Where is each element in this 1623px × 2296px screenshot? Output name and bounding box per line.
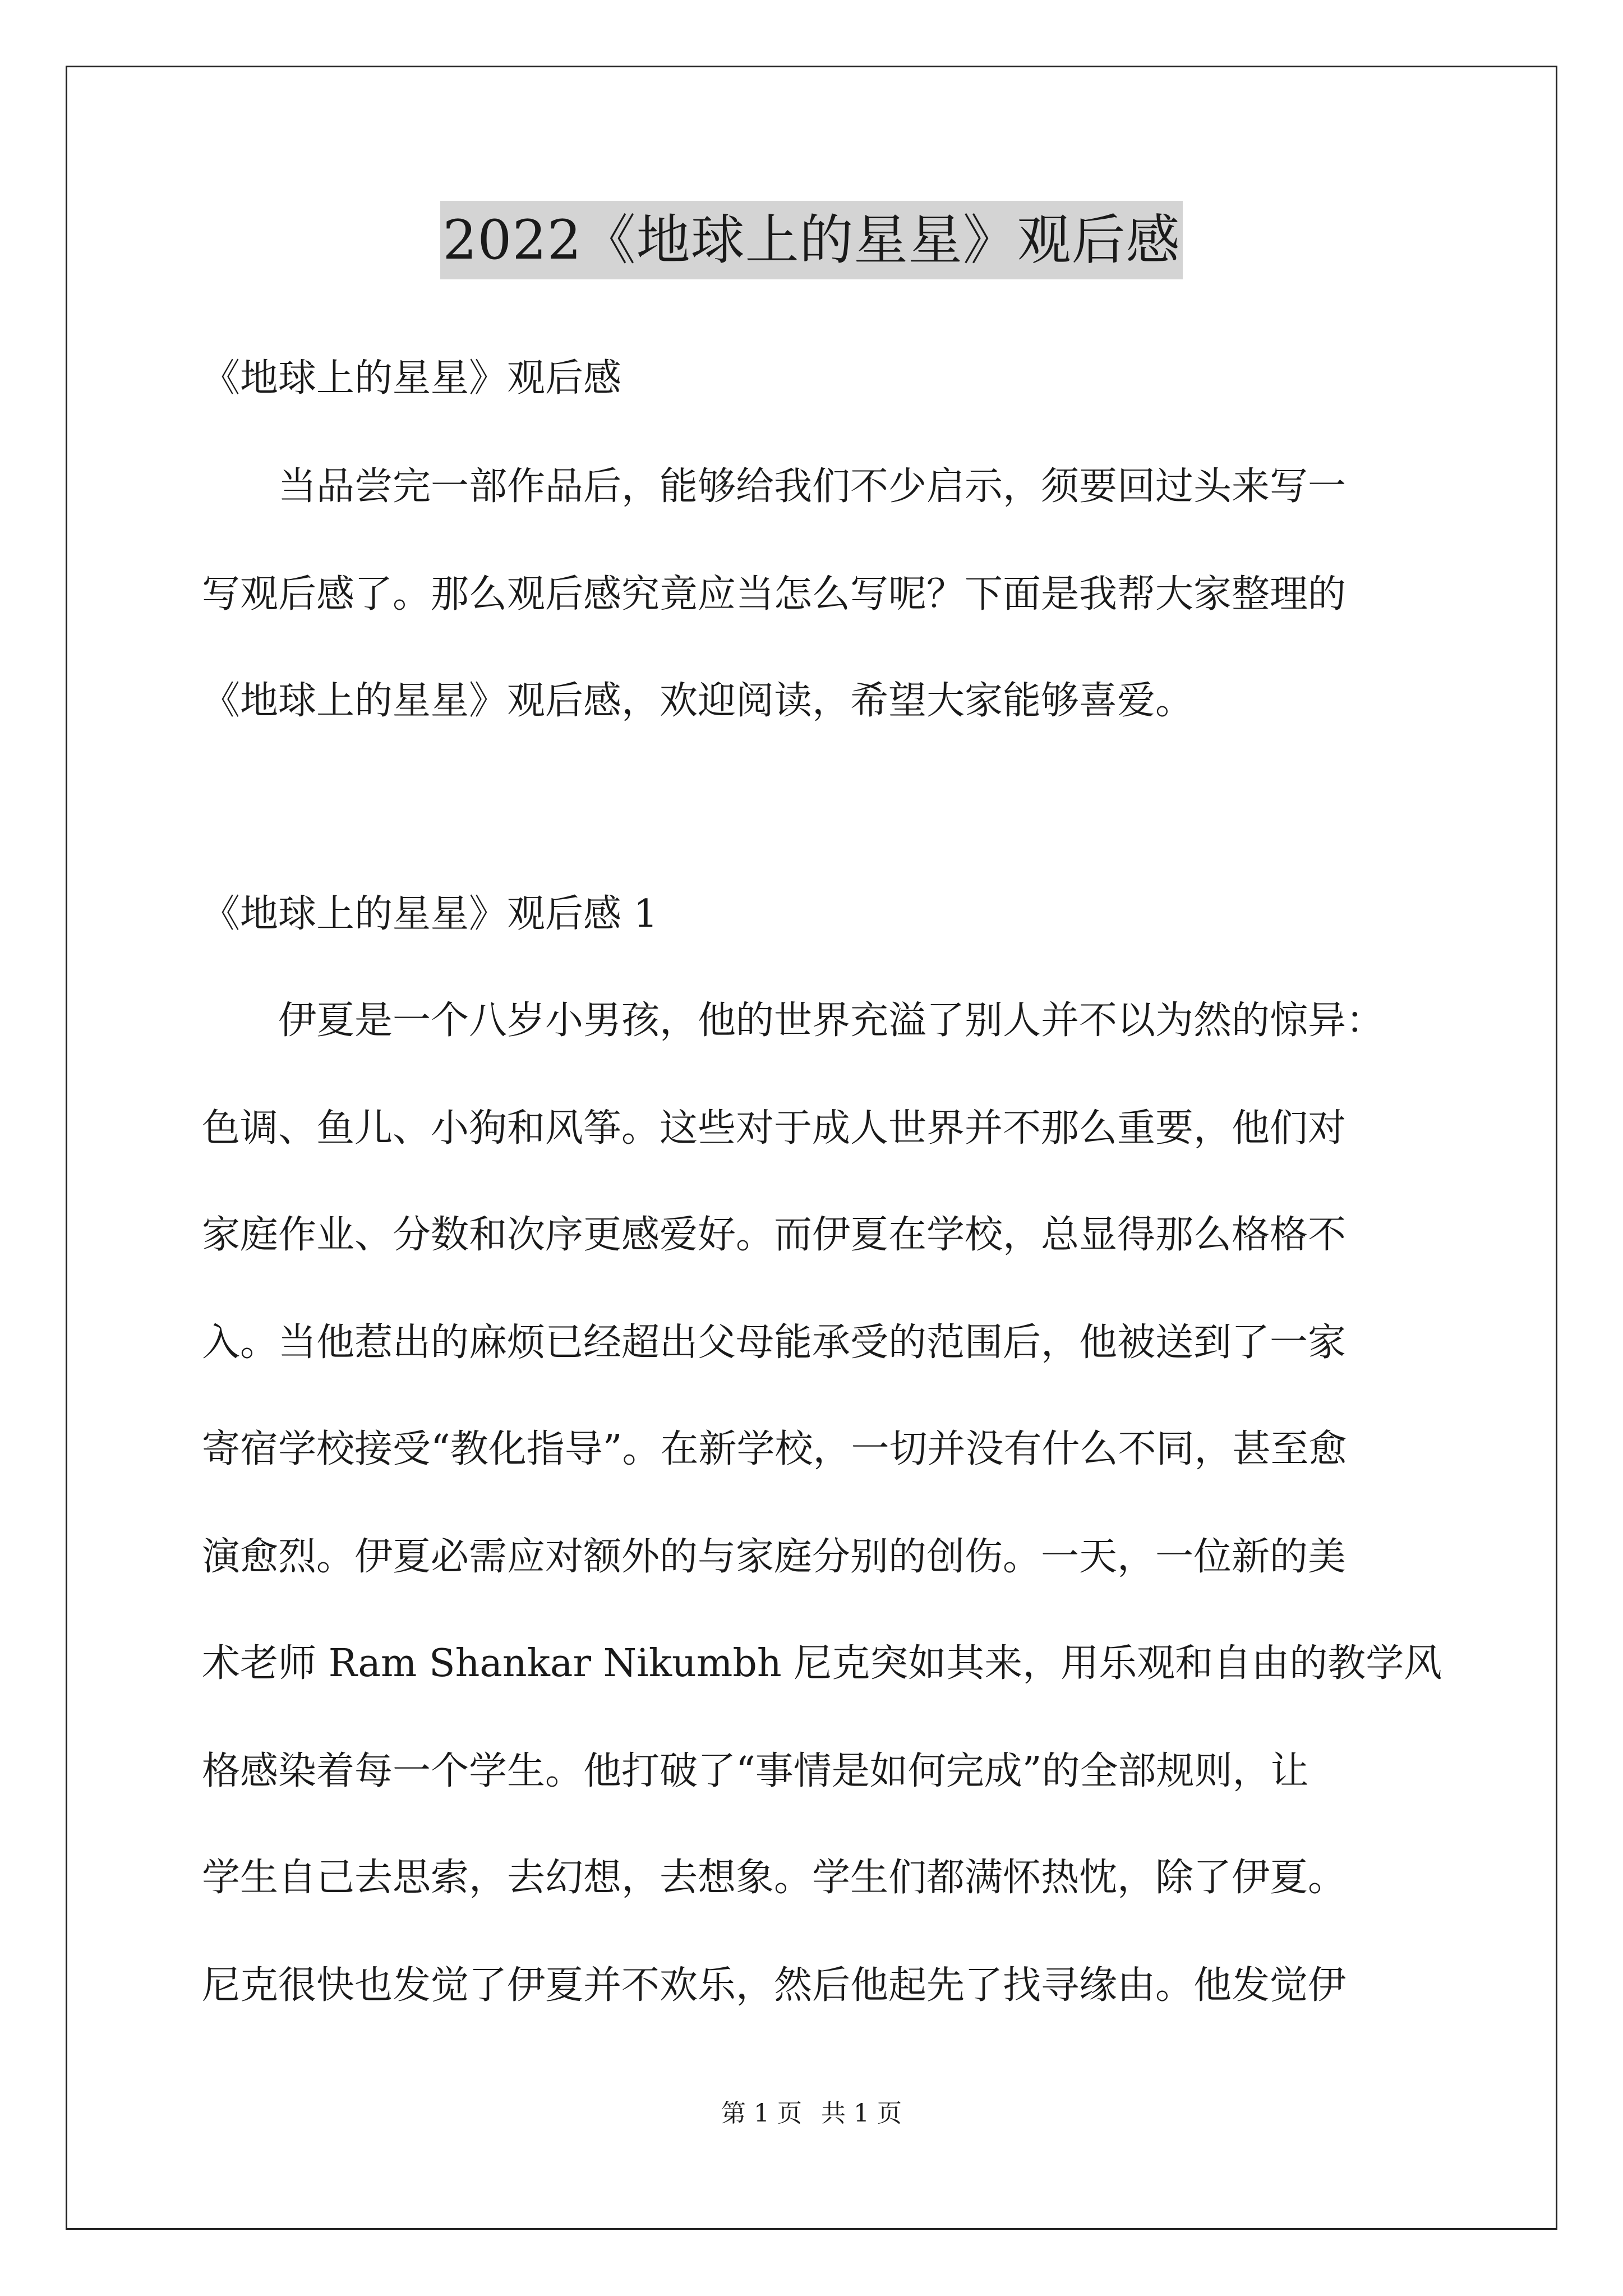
intro-heading: 《地球上的星星》观后感 xyxy=(202,356,622,401)
title-container xyxy=(0,201,1623,279)
paragraph-line: 入。当他惹出的麻烦已经超出父母能承受的范围后，他被送到了一家 xyxy=(202,1320,1347,1365)
paragraph-line: 术老师 Ram Shankar Nikumbh 尼克突如其来，用乐观和自由的教学风 xyxy=(202,1641,1442,1686)
paragraph-line: 寄宿学校接受“教化指导”。在新学校，一切并没有什么不同，甚至愈 xyxy=(202,1427,1347,1471)
section-heading: 《地球上的星星》观后感 1 xyxy=(202,892,658,936)
paragraph-line: 演愈烈。伊夏必需应对额外的与家庭分别的创伤。一天，一位新的美 xyxy=(202,1535,1347,1579)
paragraph-line: 尼克很快也发觉了伊夏并不欢乐，然后他起先了找寻缘由。他发觉伊 xyxy=(202,1963,1347,2008)
paragraph-line: 色调、鱼儿、小狗和风筝。这些对于成人世界并不那么重要，他们对 xyxy=(202,1106,1347,1151)
document-title: 2022《地球上的星星》观后感 xyxy=(440,201,1182,279)
paragraph-line: 格感染着每一个学生。他打破了“事情是如何完成”的全部规则，让 xyxy=(202,1749,1309,1793)
page-total: 共 1 页 xyxy=(821,2099,902,2128)
paragraph-line: 写观后感了。那么观后感究竟应当怎么写呢？下面是我帮大家整理的 xyxy=(202,572,1347,616)
page-number: 第 1 页 xyxy=(721,2099,802,2128)
page-footer xyxy=(0,2097,1623,2131)
paragraph-line: 当品尝完一部作品后，能够给我们不少启示，须要回过头来写一 xyxy=(278,464,1347,509)
paragraph-line: 家庭作业、分数和次序更感爱好。而伊夏在学校，总显得那么格格不 xyxy=(202,1213,1347,1257)
paragraph-line: 伊夏是一个八岁小男孩，他的世界充溢了别人并不以为然的惊异： xyxy=(278,999,1385,1043)
paragraph-line: 《地球上的星星》观后感，欢迎阅读，希望大家能够喜爱。 xyxy=(202,679,1194,723)
paragraph-line: 学生自己去思索，去幻想，去想象。学生们都满怀热忱，除了伊夏。 xyxy=(202,1856,1347,1900)
